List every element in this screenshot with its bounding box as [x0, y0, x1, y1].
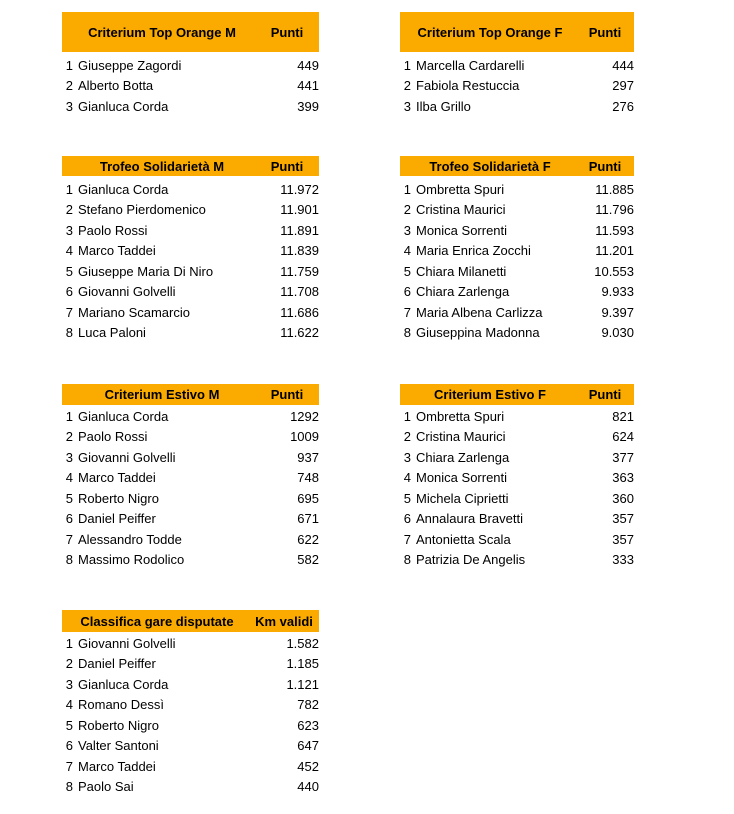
points-value: 449 [297, 57, 319, 73]
points-value: 11.839 [280, 243, 319, 259]
ranking-list [400, 55, 634, 117]
table-header [62, 12, 319, 52]
table-title: Criterium Top Orange F [417, 24, 563, 40]
points-value: 11.885 [595, 181, 634, 197]
points-value: 623 [297, 717, 319, 733]
points-value: 297 [612, 78, 634, 94]
points-value: 11.622 [280, 325, 319, 341]
table-classifica-gare-disputate [62, 610, 319, 797]
rank-number: 5 [65, 717, 73, 733]
table-row [400, 261, 634, 282]
athlete-name: Chiara Milanetti [416, 263, 507, 279]
table-row [400, 447, 634, 468]
rank-number: 3 [65, 676, 73, 692]
table-row [62, 756, 319, 777]
points-column-header: Km validi [255, 613, 313, 629]
points-value: 782 [297, 697, 319, 713]
table-row [400, 427, 634, 448]
rank-number: 4 [403, 470, 411, 486]
table-row [62, 55, 319, 76]
points-value: 276 [612, 98, 634, 114]
table-row [62, 76, 319, 97]
rank-number: 6 [403, 284, 411, 300]
points-value: 1009 [290, 429, 319, 445]
table-row [62, 179, 319, 200]
points-value: 821 [612, 408, 634, 424]
athlete-name: Gianluca Corda [78, 181, 169, 197]
table-row [62, 695, 319, 716]
points-value: 441 [297, 78, 319, 94]
athlete-name: Fabiola Restuccia [416, 78, 520, 94]
table-row [62, 241, 319, 262]
rank-number: 7 [403, 304, 411, 320]
athlete-name: Ombretta Spuri [416, 408, 505, 424]
points-value: 10.553 [594, 263, 634, 279]
athlete-name: Paolo Rossi [78, 222, 148, 238]
table-row [62, 261, 319, 282]
rank-number: 8 [65, 779, 73, 795]
athlete-name: Massimo Rodolico [78, 552, 185, 568]
rank-number: 3 [403, 222, 411, 238]
athlete-name: Alberto Botta [78, 78, 154, 94]
table-row [62, 96, 319, 117]
table-row [62, 282, 319, 303]
athlete-name: Paolo Rossi [78, 429, 148, 445]
table-row [62, 220, 319, 241]
points-value: 11.759 [280, 263, 319, 279]
points-value: 671 [297, 511, 319, 527]
rank-number: 6 [403, 511, 411, 527]
table-row [400, 468, 634, 489]
athlete-name: Gianluca Corda [78, 676, 169, 692]
table-title: Criterium Estivo F [434, 387, 546, 402]
rank-number: 7 [65, 304, 73, 320]
athlete-name: Chiara Zarlenga [416, 449, 510, 465]
rank-number: 4 [65, 243, 73, 259]
table-row [62, 488, 319, 509]
rank-number: 3 [65, 449, 73, 465]
athlete-name: Chiara Zarlenga [416, 284, 510, 300]
points-value: 357 [612, 511, 634, 527]
rank-number: 7 [65, 531, 73, 547]
table-row [400, 302, 634, 323]
points-value: 9.397 [601, 304, 634, 320]
rank-number: 6 [65, 738, 73, 754]
points-value: 444 [612, 57, 634, 73]
table-row [62, 674, 319, 695]
table-criterium-top-orange-m [62, 12, 319, 117]
table-row [62, 550, 319, 571]
points-value: 11.796 [595, 202, 634, 218]
athlete-name: Valter Santoni [78, 738, 159, 754]
points-value: 440 [297, 779, 319, 795]
table-header [62, 610, 319, 632]
ranking-list [62, 633, 319, 797]
athlete-name: Roberto Nigro [78, 490, 159, 506]
rank-number: 1 [403, 181, 411, 197]
athlete-name: Monica Sorrenti [416, 222, 508, 238]
ranking-list [62, 179, 319, 343]
points-value: 582 [297, 552, 319, 568]
rank-number: 2 [65, 202, 73, 218]
points-value: 695 [297, 490, 319, 506]
points-value: 1.185 [286, 656, 319, 672]
rank-number: 3 [65, 98, 73, 114]
table-row [62, 633, 319, 654]
points-value: 937 [297, 449, 319, 465]
points-value: 360 [612, 490, 634, 506]
rank-number: 8 [65, 325, 73, 341]
athlete-name: Monica Sorrenti [416, 470, 508, 486]
rank-number: 2 [65, 656, 73, 672]
rank-number: 1 [403, 408, 411, 424]
table-header [62, 384, 319, 405]
table-row [62, 302, 319, 323]
points-value: 363 [612, 470, 634, 486]
rank-number: 3 [403, 449, 411, 465]
rank-number: 7 [65, 758, 73, 774]
points-column-header: Punti [588, 158, 622, 174]
points-column-header: Punti [588, 24, 622, 40]
ranking-list [400, 179, 634, 343]
rank-number: 2 [403, 429, 411, 445]
athlete-name: Annalaura Bravetti [416, 511, 523, 527]
rank-number: 5 [403, 490, 411, 506]
athlete-name: Michela Ciprietti [416, 490, 509, 506]
points-value: 647 [297, 738, 319, 754]
rank-number: 5 [65, 490, 73, 506]
athlete-name: Marcella Cardarelli [416, 57, 525, 73]
table-row [62, 323, 319, 344]
rank-number: 1 [65, 181, 73, 197]
athlete-name: Ombretta Spuri [416, 181, 505, 197]
athlete-name: Stefano Pierdomenico [78, 202, 206, 218]
table-row [62, 777, 319, 798]
points-value: 624 [612, 429, 634, 445]
points-value: 11.593 [595, 222, 634, 238]
table-row [62, 736, 319, 757]
table-row [400, 550, 634, 571]
table-row [400, 96, 634, 117]
table-title: Trofeo Solidarietà F [429, 158, 551, 174]
points-value: 11.891 [280, 222, 319, 238]
athlete-name: Cristina Maurici [416, 202, 506, 218]
table-trofeo-solidarieta-f [400, 156, 634, 343]
athlete-name: Marco Taddei [78, 470, 156, 486]
table-row [400, 509, 634, 530]
points-value: 748 [297, 470, 319, 486]
rank-number: 2 [403, 78, 411, 94]
rank-number: 3 [403, 98, 411, 114]
points-value: 11.901 [280, 202, 319, 218]
rank-number: 6 [65, 511, 73, 527]
rank-number: 1 [403, 57, 411, 73]
points-value: 452 [297, 758, 319, 774]
athlete-name: Roberto Nigro [78, 717, 159, 733]
table-title: Criterium Top Orange M [88, 24, 236, 40]
table-row [400, 76, 634, 97]
athlete-name: Daniel Peiffer [78, 511, 156, 527]
table-row [400, 200, 634, 221]
points-value: 11.686 [280, 304, 319, 320]
rank-number: 4 [65, 697, 73, 713]
athlete-name: Cristina Maurici [416, 429, 506, 445]
rank-number: 1 [65, 408, 73, 424]
points-value: 333 [612, 552, 634, 568]
points-value: 1292 [290, 408, 319, 424]
points-value: 399 [297, 98, 319, 114]
athlete-name: Antonietta Scala [416, 531, 511, 547]
table-row [62, 427, 319, 448]
ranking-list [62, 55, 319, 117]
athlete-name: Gianluca Corda [78, 408, 169, 424]
athlete-name: Marco Taddei [78, 758, 156, 774]
table-row [400, 323, 634, 344]
athlete-name: Giuseppe Maria Di Niro [78, 263, 214, 279]
athlete-name: Daniel Peiffer [78, 656, 156, 672]
athlete-name: Alessandro Todde [78, 531, 182, 547]
athlete-name: Giuseppina Madonna [416, 325, 540, 341]
rank-number: 8 [65, 552, 73, 568]
table-row [62, 406, 319, 427]
points-value: 11.708 [280, 284, 319, 300]
rank-number: 8 [403, 552, 411, 568]
athlete-name: Maria Enrica Zocchi [416, 243, 531, 259]
points-value: 377 [612, 449, 634, 465]
table-title: Classifica gare disputate [80, 613, 234, 629]
rank-number: 4 [403, 243, 411, 259]
points-value: 9.933 [601, 284, 634, 300]
table-row [62, 654, 319, 675]
athlete-name: Maria Albena Carlizza [416, 304, 543, 320]
table-row [400, 220, 634, 241]
rank-number: 2 [65, 429, 73, 445]
athlete-name: Giovanni Golvelli [78, 635, 176, 651]
table-row [400, 529, 634, 550]
rank-number: 4 [65, 470, 73, 486]
rank-number: 5 [65, 263, 73, 279]
points-value: 1.582 [286, 635, 319, 651]
athlete-name: Ilba Grillo [416, 98, 471, 114]
rank-number: 2 [403, 202, 411, 218]
points-value: 1.121 [286, 676, 319, 692]
ranking-list [62, 406, 319, 570]
athlete-name: Marco Taddei [78, 243, 156, 259]
rank-number: 1 [65, 57, 73, 73]
table-criterium-top-orange-f [400, 12, 634, 117]
athlete-name: Giovanni Golvelli [78, 449, 176, 465]
rank-number: 8 [403, 325, 411, 341]
points-value: 11.972 [280, 181, 319, 197]
table-header [400, 384, 634, 405]
rank-number: 6 [65, 284, 73, 300]
points-column-header: Punti [270, 387, 304, 402]
table-header [400, 156, 634, 176]
table-row [62, 509, 319, 530]
athlete-name: Gianluca Corda [78, 98, 169, 114]
table-row [62, 529, 319, 550]
table-header [400, 12, 634, 52]
rank-number: 3 [65, 222, 73, 238]
table-title: Trofeo Solidarietà M [99, 158, 225, 174]
table-row [400, 179, 634, 200]
points-column-header: Punti [270, 158, 304, 174]
table-row [62, 200, 319, 221]
athlete-name: Giovanni Golvelli [78, 284, 176, 300]
athlete-name: Luca Paloni [78, 325, 146, 341]
points-column-header: Punti [270, 24, 304, 40]
table-row [400, 488, 634, 509]
table-header [62, 156, 319, 176]
athlete-name: Patrizia De Angelis [416, 552, 526, 568]
athlete-name: Romano Dessì [78, 697, 164, 713]
table-title: Criterium Estivo M [104, 387, 220, 402]
table-row [62, 447, 319, 468]
table-row [400, 241, 634, 262]
points-value: 11.201 [595, 243, 634, 259]
table-trofeo-solidarieta-m [62, 156, 319, 343]
table-criterium-estivo-f [400, 384, 634, 570]
athlete-name: Giuseppe Zagordi [78, 57, 182, 73]
points-value: 622 [297, 531, 319, 547]
athlete-name: Mariano Scamarcio [78, 304, 190, 320]
rank-number: 7 [403, 531, 411, 547]
points-value: 9.030 [601, 325, 634, 341]
table-row [62, 715, 319, 736]
table-criterium-estivo-m [62, 384, 319, 570]
table-row [400, 282, 634, 303]
rank-number: 1 [65, 635, 73, 651]
athlete-name: Paolo Sai [78, 779, 134, 795]
rank-number: 2 [65, 78, 73, 94]
points-value: 357 [612, 531, 634, 547]
rank-number: 5 [403, 263, 411, 279]
table-row [400, 55, 634, 76]
ranking-list [400, 406, 634, 570]
points-column-header: Punti [588, 387, 622, 402]
table-row [400, 406, 634, 427]
table-row [62, 468, 319, 489]
